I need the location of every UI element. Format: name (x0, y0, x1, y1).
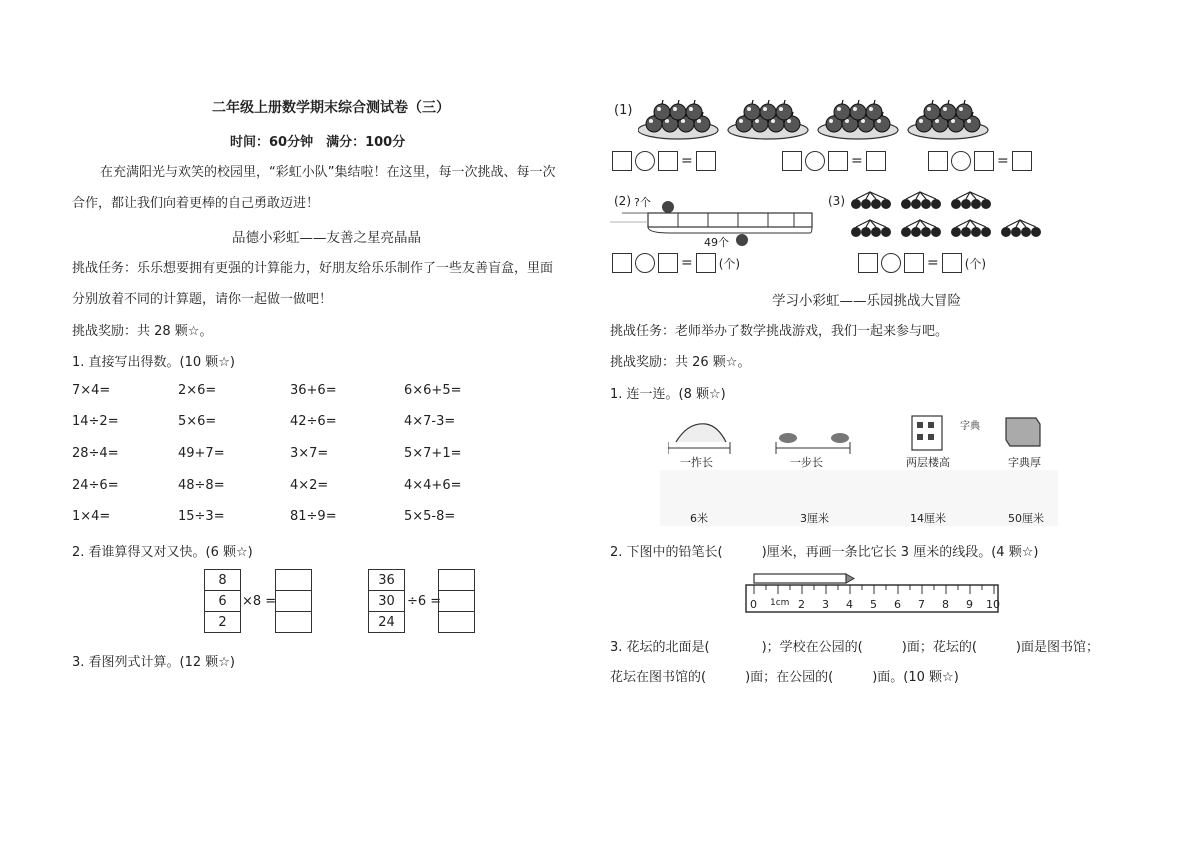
multiply-box-group (204, 569, 241, 633)
blank-square[interactable] (1012, 151, 1032, 171)
apple-plates-illustration (638, 98, 1138, 142)
blank-square[interactable] (942, 253, 962, 273)
calc-item: 15÷3= (178, 509, 225, 524)
cherries-illustration (850, 190, 1050, 244)
blank-circle[interactable] (805, 151, 825, 171)
calc-item: 5×7+1= (404, 446, 462, 461)
dictionary-cover-label: 字典 (960, 421, 980, 432)
box-number: 8 (205, 570, 241, 591)
intro-line-1: 在充满阳光与欢笑的校园里，“彩虹小队”集结啦！在这里，每一次挑战、每一次 (100, 165, 556, 180)
equals-sign: = (851, 153, 863, 169)
link-top-item: 一拃长 (680, 456, 713, 469)
calc-item: 14÷2= (72, 414, 119, 429)
blank-square[interactable] (658, 151, 678, 171)
calc-item: 24÷6= (72, 478, 119, 493)
question-3-right-line-1: 3. 花坛的北面是( )；学校在公园的( )面；花坛的( )面是图书馆； (610, 640, 1099, 655)
multiply-operator: ×8 = (242, 594, 277, 609)
section-title-left: 品德小彩虹——友善之星亮晶晶 (232, 230, 421, 246)
link-bottom-area (660, 470, 1058, 526)
unit-label: (个) (718, 256, 741, 271)
task-right: 挑战任务：老师举办了数学挑战游戏，我们一起来参与吧。 (610, 324, 949, 339)
equals-sign: = (997, 153, 1009, 169)
ruler-label: 9 (966, 598, 973, 611)
ruler-label: 0 (750, 598, 757, 611)
blank-square[interactable] (612, 151, 632, 171)
box-number: 24 (369, 612, 405, 633)
box-number: 30 (369, 591, 405, 612)
equals-sign: = (927, 255, 939, 271)
link-top-item: 两层楼高 (906, 456, 950, 469)
task-line-2: 分别放着不同的计算题，请你一起做一做吧！ (72, 292, 333, 307)
calc-item: 42÷6= (290, 414, 337, 429)
section-title-right: 学习小彩虹——乐园挑战大冒险 (772, 293, 961, 309)
question-1-left: 1. 直接写出得数。(10 颗☆) (72, 355, 236, 370)
blank-circle[interactable] (635, 253, 655, 273)
box-number: 2 (205, 612, 241, 633)
calc-item: 4×4+6= (404, 478, 462, 493)
calc-item: 7×4= (72, 383, 111, 398)
blank-square[interactable] (696, 253, 716, 273)
answer-column (438, 569, 475, 633)
blank-circle[interactable] (635, 151, 655, 171)
calc-item: 6×6+5= (404, 383, 462, 398)
blank-square[interactable] (612, 253, 632, 273)
equation-row-4 (612, 253, 740, 273)
calc-item: 3×7= (290, 446, 329, 461)
calc-item: 28÷4= (72, 446, 119, 461)
ruler-label: 3 (822, 598, 829, 611)
blank-square[interactable] (904, 253, 924, 273)
link-bottom-item[interactable]: 6米 (690, 512, 708, 525)
ruler-label: 4 (846, 598, 853, 611)
answer-box[interactable] (276, 570, 312, 591)
ruler-label: 2 (798, 598, 805, 611)
ruler-label: 7 (918, 598, 925, 611)
equation-row-1 (612, 151, 716, 171)
box-number: 36 (369, 570, 405, 591)
question-3-left: 3. 看图列式计算。(12 颗☆) (72, 655, 236, 670)
calc-item: 5×5-8= (404, 509, 456, 524)
unknown-count-label: ?个 (634, 196, 651, 209)
calc-item: 2×6= (178, 383, 217, 398)
answer-box[interactable] (439, 591, 475, 612)
divide-box-group (368, 569, 405, 633)
equation-row-2 (782, 151, 886, 171)
blank-square[interactable] (858, 253, 878, 273)
picture-label-3: (3) (828, 194, 845, 208)
blank-square[interactable] (828, 151, 848, 171)
question-2-left: 2. 看谁算得又对又快。(6 颗☆) (72, 545, 253, 560)
ruler-label: 8 (942, 598, 949, 611)
box-number: 6 (205, 591, 241, 612)
calc-item: 81÷9= (290, 509, 337, 524)
question-1-right: 1. 连一连。(8 颗☆) (610, 387, 726, 402)
calc-item: 4×7-3= (404, 414, 456, 429)
link-bottom-item[interactable]: 14厘米 (910, 512, 946, 525)
intro-line-2: 合作，都让我们向着更棒的自己勇敢迈进！ (72, 196, 320, 211)
answer-column (275, 569, 312, 633)
ruler-label: 1cm (770, 598, 790, 608)
measure-pictures-illustration (668, 412, 1058, 470)
blank-square[interactable] (928, 151, 948, 171)
number-column (204, 569, 241, 633)
link-bottom-item[interactable]: 3厘米 (800, 512, 829, 525)
link-top-item: 一步长 (790, 456, 823, 469)
blank-square[interactable] (866, 151, 886, 171)
equation-row-3 (928, 151, 1032, 171)
divide-operator: ÷6 = (407, 594, 442, 609)
calc-item: 36+6= (290, 383, 337, 398)
exam-title: 二年级上册数学期末综合测试卷（三） (212, 100, 450, 116)
answer-box[interactable] (276, 591, 312, 612)
blank-square[interactable] (782, 151, 802, 171)
question-3-right-line-2: 花坛在图书馆的( )面；在公园的( )面。(10 颗☆) (610, 670, 959, 685)
picture-label-2: (2) (614, 194, 631, 208)
calc-item: 48÷8= (178, 478, 225, 493)
equals-sign: = (681, 255, 693, 271)
blank-circle[interactable] (881, 253, 901, 273)
answer-box[interactable] (439, 612, 475, 633)
task-line-1: 挑战任务：乐乐想要拥有更强的计算能力，好朋友给乐乐制作了一些友善盲盒，里面 (72, 261, 554, 276)
equals-sign: = (681, 153, 693, 169)
exam-subtitle: 时间：60分钟 满分：100分 (230, 135, 406, 150)
ruler-label: 6 (894, 598, 901, 611)
answer-box[interactable] (439, 570, 475, 591)
answer-box[interactable] (276, 612, 312, 633)
calc-item: 5×6= (178, 414, 217, 429)
blank-circle[interactable] (951, 151, 971, 171)
picture-label-1: (1) (614, 103, 633, 118)
calc-item: 49+7= (178, 446, 225, 461)
reward-left: 挑战奖励：共 28 颗☆。 (72, 324, 213, 339)
question-2-right: 2. 下图中的铅笔长( )厘米，再画一条比它长 3 厘米的线段。(4 颗☆) (610, 545, 1039, 560)
blank-square[interactable] (974, 151, 994, 171)
calc-item: 4×2= (290, 478, 329, 493)
link-top-item: 字典厚 (1008, 456, 1041, 469)
link-bottom-item[interactable]: 50厘米 (1008, 512, 1044, 525)
unit-label: (个) (964, 256, 987, 271)
total-count-label: 49个 (704, 236, 729, 249)
reward-right: 挑战奖励：共 26 颗☆。 (610, 355, 751, 370)
blank-square[interactable] (696, 151, 716, 171)
ruler-label: 5 (870, 598, 877, 611)
number-column (368, 569, 405, 633)
calc-item: 1×4= (72, 509, 111, 524)
equation-row-5 (858, 253, 986, 273)
ruler-label: 10 (986, 598, 1000, 611)
blank-square[interactable] (658, 253, 678, 273)
